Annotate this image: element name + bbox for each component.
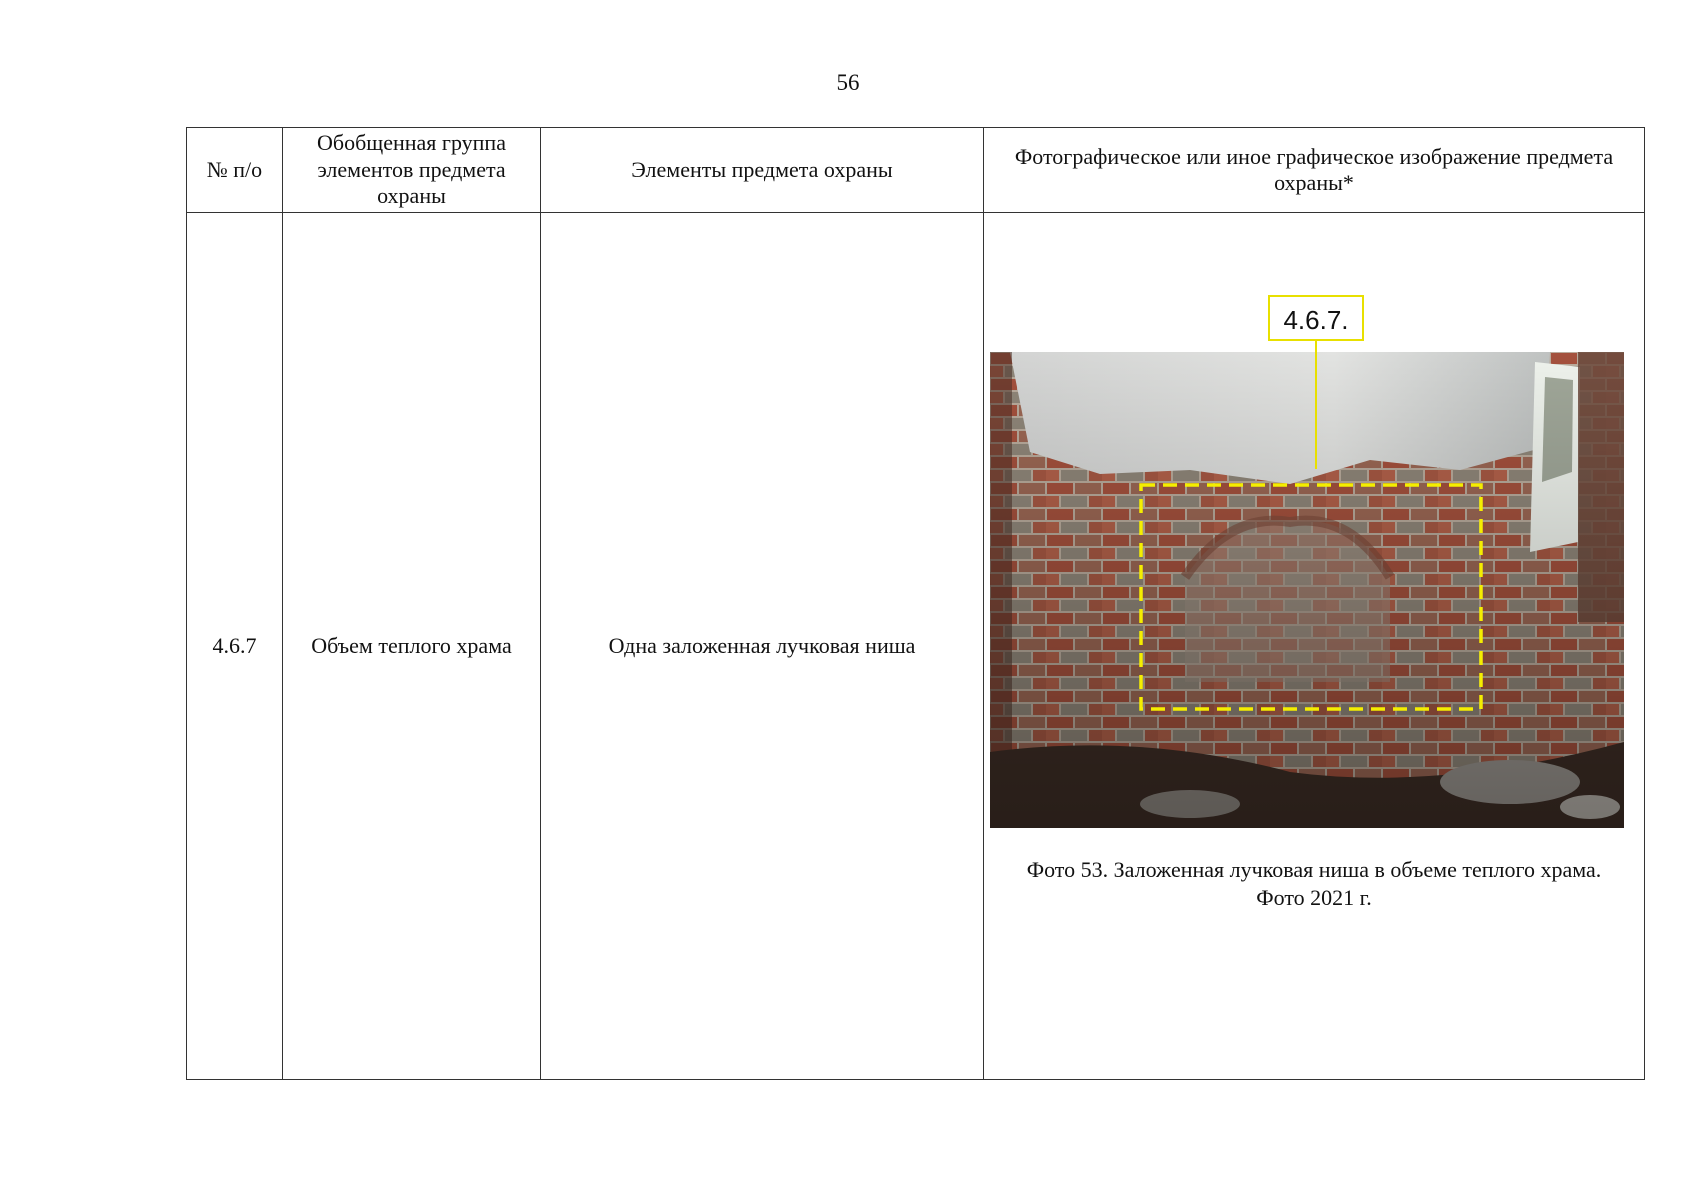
header-number: № п/о (187, 128, 283, 213)
row-group: Объем теплого храма (283, 213, 541, 1080)
callout-label: 4.6.7. (1268, 295, 1364, 341)
brick-niche-photo-drawing (990, 352, 1624, 828)
row-elements: Одна заложенная лучковая ниша (541, 213, 984, 1080)
photo-caption-title: Фото 53. Заложенная лучковая ниша в объеме теплого храма. (1026, 857, 1602, 882)
protection-table (186, 127, 1645, 1080)
header-elements: Элементы предмета охраны (541, 128, 984, 213)
photo-cell-content (984, 213, 1644, 1079)
page-number: 56 (836, 70, 860, 95)
header-group: Обобщенная группа элементов предмета охраны (283, 128, 541, 213)
photo-caption (984, 856, 1644, 912)
header-image: Фотографическое или иное графическое изображение предмета охраны* (984, 128, 1645, 213)
photo-caption-date: Фото 2021 г. (1256, 885, 1372, 910)
callout-pointer-line (1315, 341, 1317, 469)
table-header-row (187, 128, 1645, 213)
row-photo-cell (984, 213, 1645, 1080)
row-number: 4.6.7 (187, 213, 283, 1080)
table-row (187, 213, 1645, 1080)
protection-table-container (186, 127, 1644, 1077)
brick-niche-photo (990, 352, 1624, 828)
